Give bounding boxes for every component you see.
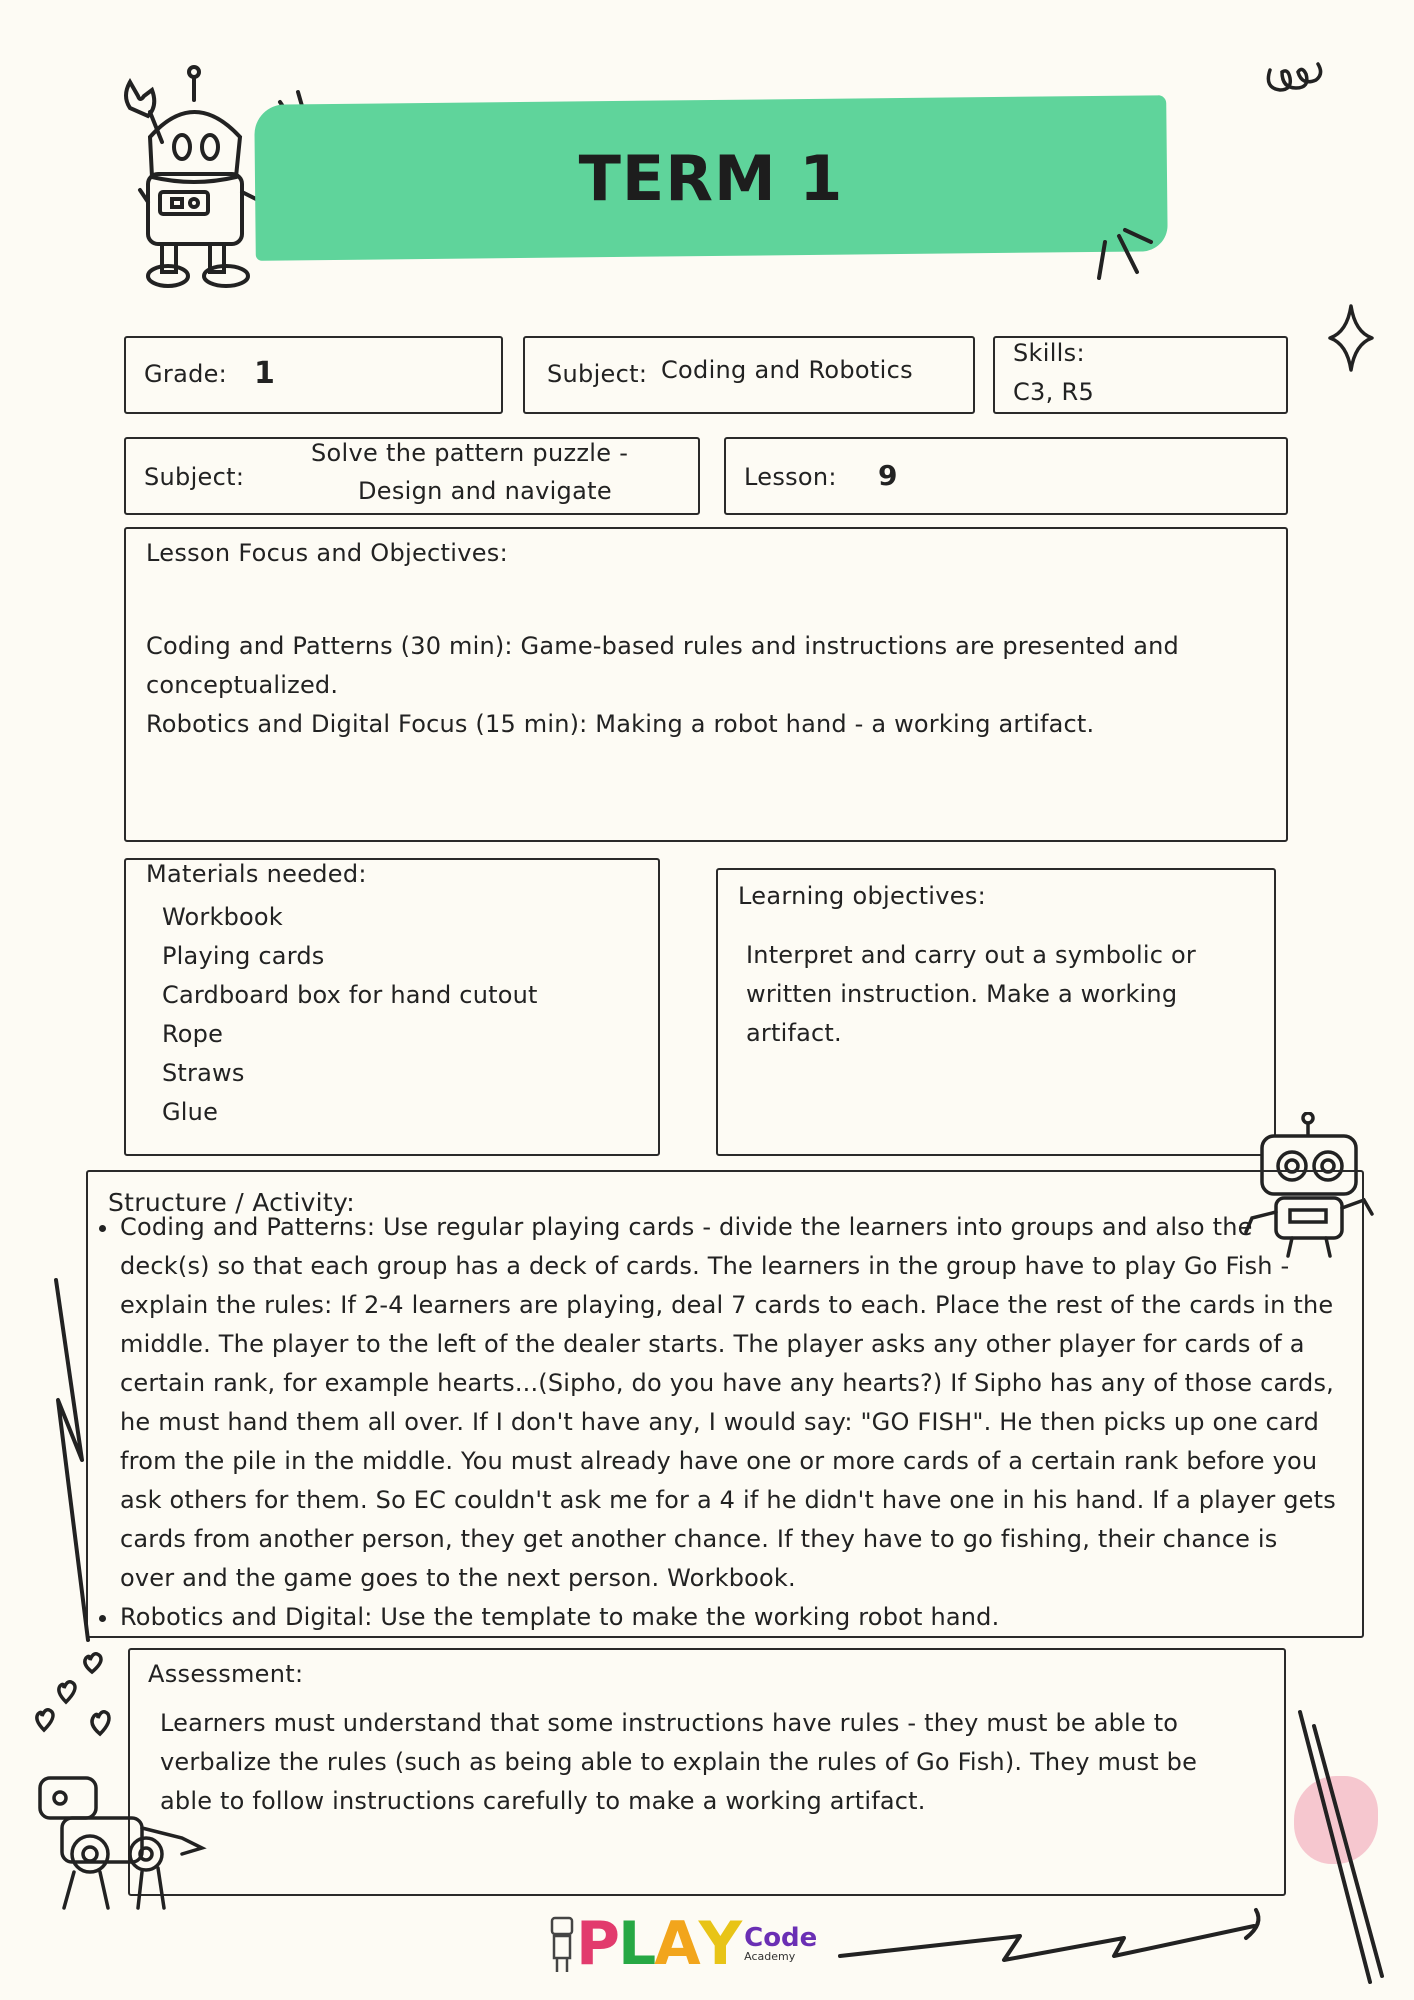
structure-heading: Structure / Activity: [108,1188,356,1217]
structure-content [92,1208,1336,1637]
diagonal-lines-icon [1290,1706,1410,1990]
assessment-heading: Assessment: [148,1660,304,1688]
sparkle-icon [1328,304,1374,374]
learning-objectives-box [716,868,1276,1156]
lesson-label: Lesson: [744,463,837,491]
subject-box [523,336,975,414]
assessment-box [128,1648,1286,1896]
materials-heading: Materials needed: [146,860,367,888]
list-item: • Coding and Patterns: Use regular playing cards - divide the learners into groups and also the deck(s) so that each group has a deck of cards. The learners in the group have to play Go Fish - explain the rules: If 2-4 learners are playing, deal 7 cards to each. Place the rest of the cards in the middle. The player to the left of the dealer starts. The player asks any other player for cards of a certain rank, for example hearts...(Sipho, do you have any hearts?) If Sipho has any of those cards, he must hand them all over. If I don't have any, I would say: "GO FISH". He then picks up one card from the pile in the middle. You must already have one or more cards of a certain rank before you ask others for them. So EC couldn't ask me for a 4 if he didn't have one in his hand. If a player gets cards from another person, they get another chance. If they have to go fishing, their chance is over and the game goes to the next person. Workbook. [120,1208,1336,1598]
lesson-value: 9 [878,459,898,492]
lesson-focus-box [124,527,1288,842]
subject-value: Coding and Robotics [661,356,913,384]
grade-value: 1 [254,356,275,391]
grade-label: Grade: [144,360,228,388]
structure-activity-box [86,1170,1364,1638]
list-item: Glue [162,1098,219,1126]
topic-label: Subject: [144,463,245,491]
zigzag-icon [46,1270,96,1650]
hearts-icon [28,1640,118,1750]
logo-robot-icon [548,1912,576,1976]
lesson-focus-line-2: Robotics and Digital Focus (15 min): Making a robot hand - a working artifact. [146,710,1095,738]
logo-letter-p: P [576,1909,618,1979]
topic-box [124,437,700,515]
skills-value: C3, R5 [1013,378,1095,406]
logo-letter-y: Y [698,1909,741,1979]
list-item: Workbook [162,903,283,931]
play-code-academy-logo [548,1905,868,1983]
topic-line-1: Solve the pattern puzzle - [311,439,629,467]
list-item: Playing cards [162,942,325,970]
topic-line-2: Design and navigate [358,477,612,505]
robot-dog-icon [34,1768,214,1918]
accent-strokes-icon [1095,222,1155,282]
list-item: Cardboard box for hand cutout [162,981,538,1009]
materials-box [124,858,660,1156]
materials-list [162,898,538,1132]
skills-label: Skills: [1013,339,1085,367]
squiggle-icon [1262,50,1342,100]
logo-letter-a: A [654,1909,699,1979]
lesson-focus-line-1: Coding and Patterns (30 min): Game-based rules and instructions are presented and conceptualized. [146,632,1179,699]
learning-objectives-heading: Learning objectives: [738,882,987,910]
logo-academy: Academy [744,1949,796,1963]
logo-code: Code [744,1922,818,1953]
grade-box [124,336,503,414]
list-item: Straws [162,1059,245,1087]
underline-swoosh-icon [836,1900,1276,1980]
page-title: TERM 1 [578,141,844,215]
subject-label: Subject: [547,360,648,388]
assessment-text: Learners must understand that some instructions have rules - they must be able to verbalize the rules (such as being able to explain the rules of Go Fish). They must be able to follow instructions carefully to make a working artifact. [160,1709,1198,1815]
list-item: • Robotics and Digital: Use the template to make the working robot hand. [120,1598,1336,1637]
learning-objectives-text: Interpret and carry out a symbolic or written instruction. Make a working artifact. [746,941,1196,1047]
lesson-focus-heading: Lesson Focus and Objectives: [146,539,508,567]
lesson-box [724,437,1288,515]
skills-box [993,336,1288,414]
logo-code-group [744,1922,818,1963]
list-item: Rope [162,1020,224,1048]
logo-letter-l: L [617,1909,655,1979]
